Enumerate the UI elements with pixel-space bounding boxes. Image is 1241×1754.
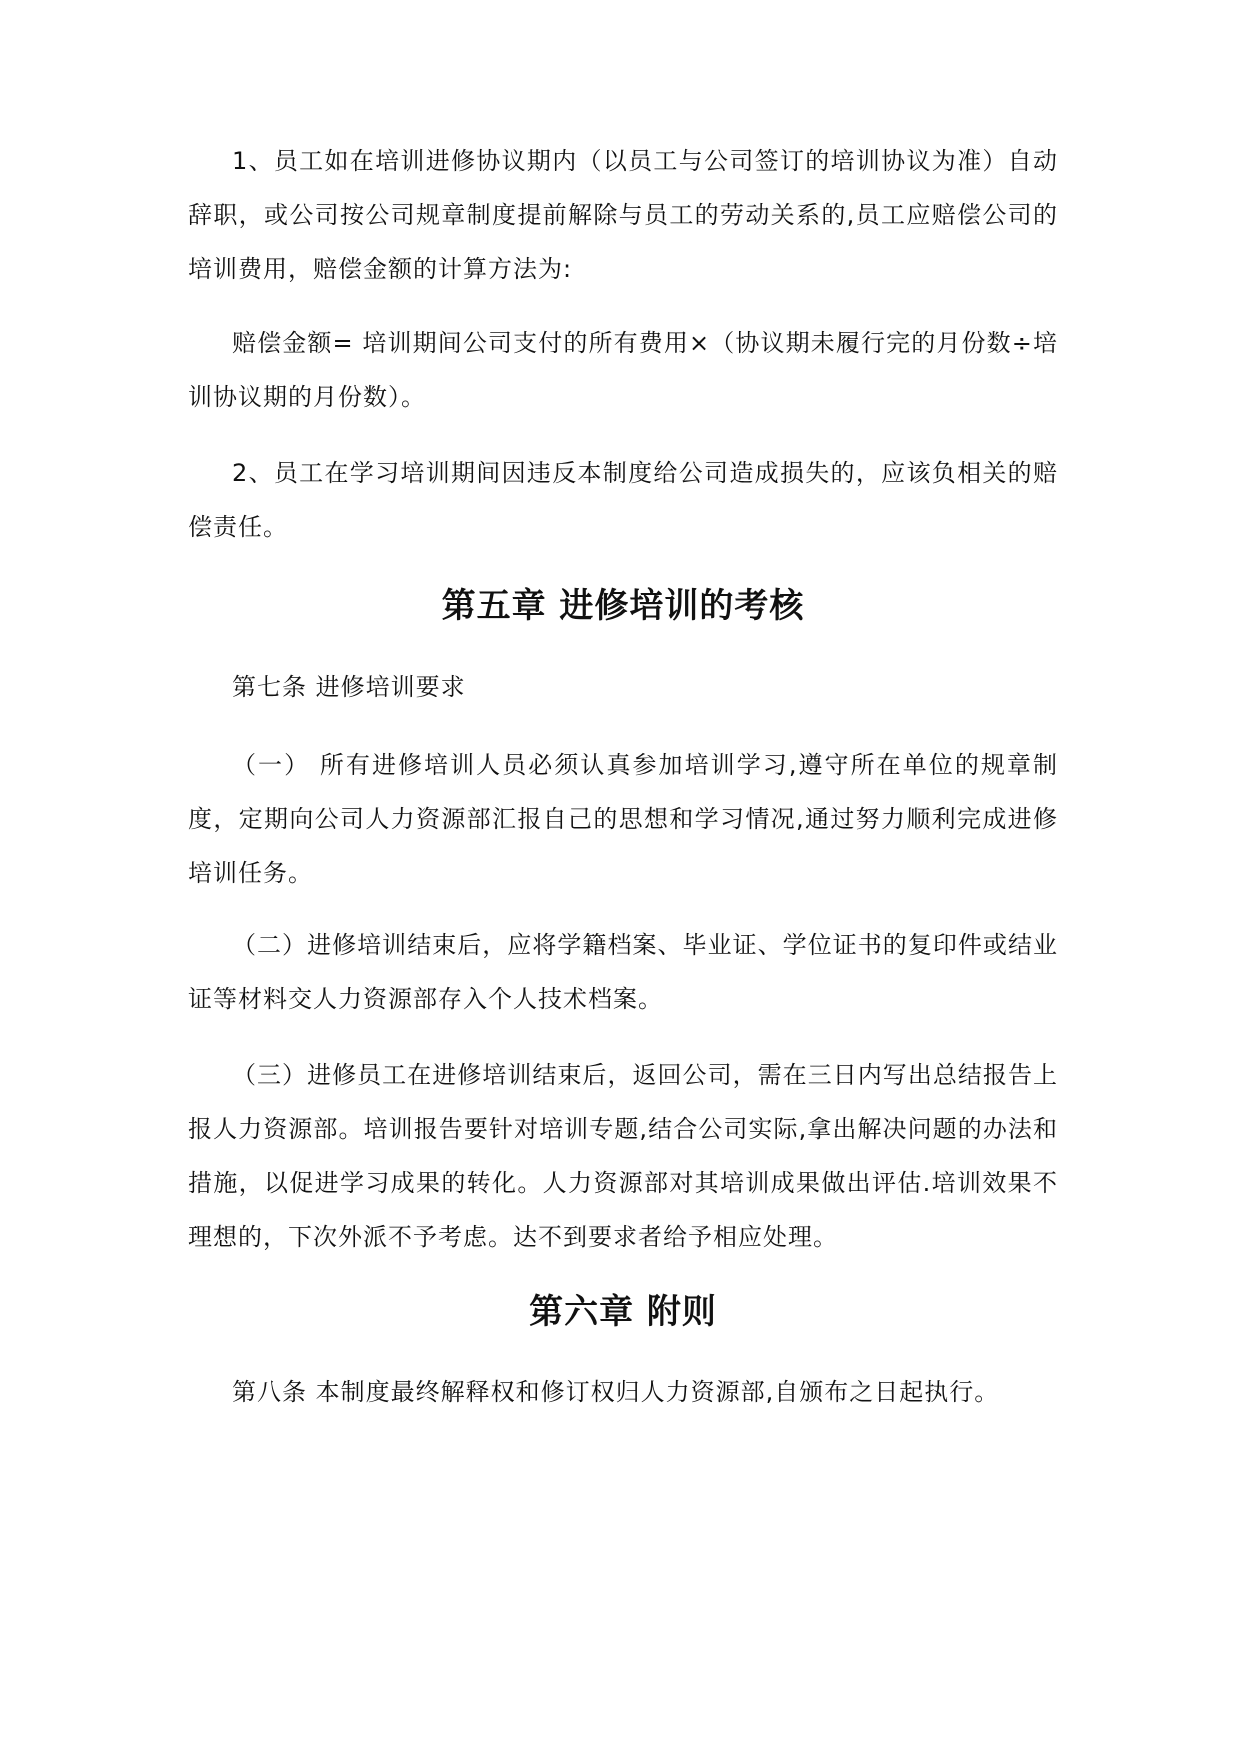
paragraph-requirement-1: （一） 所有进修培训人员必须认真参加培训学习,遵守所在单位的规章制度，定期向公司人力资源部汇报自己的思想和学习情况,通过努力顺利完成进修培训任务。 [188, 751, 1058, 887]
paragraph-requirement-3: （三）进修员工在进修培训结束后，返回公司，需在三日内写出总结报告上报人力资源部。培训报告要针对培训专题,结合公司实际,拿出解决问题的办法和措施，以促进学习成果的转化。人力资源部对其培训成果做出评估.培训效果不理想的，下次外派不予考虑。达不到要求者给予相应处理。 [188, 1061, 1058, 1251]
chapter-5-heading: 第五章 进修培训的考核 [441, 586, 805, 626]
chapter-6-heading: 第六章 附则 [529, 1292, 717, 1332]
article-7-heading: 第七条 进修培训要求 [232, 673, 466, 701]
paragraph-compensation-rule-2: 2、员工在学习培训期间因违反本制度给公司造成损失的，应该负相关的赔偿责任。 [188, 459, 1058, 541]
paragraph-compensation-rule-1: 1、员工如在培训进修协议期内（以员工与公司签订的培训协议为准）自动辞职，或公司按公司规章制度提前解除与员工的劳动关系的,员工应赔偿公司的培训费用，赔偿金额的计算方法为: [188, 147, 1058, 283]
paragraph-compensation-formula: 赔偿金额= 培训期间公司支付的所有费用×（协议期未履行完的月份数÷培训协议期的月份数）。 [188, 329, 1058, 411]
article-8-text: 第八条 本制度最终解释权和修订权归人力资源部,自颁布之日起执行。 [232, 1378, 1000, 1406]
paragraph-requirement-2: （二）进修培训结束后，应将学籍档案、毕业证、学位证书的复印件或结业证等材料交人力资源部存入个人技术档案。 [188, 931, 1058, 1013]
